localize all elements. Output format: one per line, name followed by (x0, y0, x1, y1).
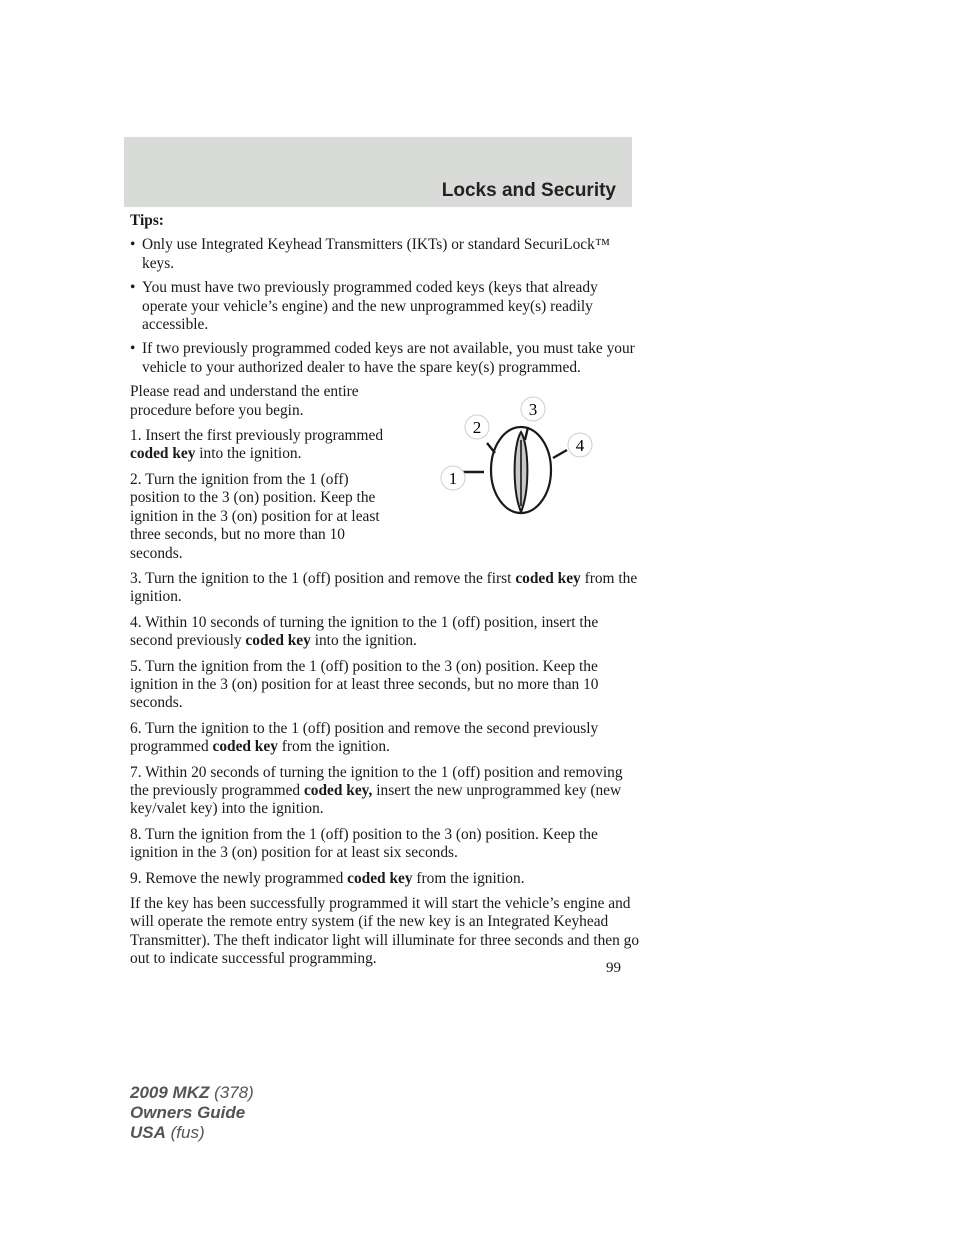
coded-key-term: coded key (245, 632, 311, 650)
step-text: 6. Turn the ignition to the 1 (off) position and remove the second previously programmed (130, 719, 599, 756)
position-label-2: 2 (472, 418, 482, 437)
market-code: (fus) (170, 1123, 205, 1142)
step-text: 4. Within 10 seconds of turning the ignition to the 1 (off) position, insert the second previously (130, 613, 599, 650)
bullet-icon: • (130, 279, 136, 297)
coded-key-term: coded key (515, 569, 581, 587)
tip-text: Only use Integrated Keyhead Transmitters (IKTs) or standard SecuriLock™ keys. (142, 236, 610, 272)
bullet-icon: • (130, 340, 136, 358)
position-label-4: 4 (575, 436, 585, 455)
position-tick-2 (487, 443, 495, 453)
footer-line-1 (130, 1083, 254, 1103)
page-content (130, 212, 640, 976)
position-label-3: 3 (528, 400, 538, 419)
coded-key-term: coded key (347, 869, 413, 887)
step-text: 2. Turn the ignition from the 1 (off) position to the 3 (on) position. Keep the ignition in the 3 (on) position for at least three seconds, but no more than 10 seconds. (130, 470, 380, 562)
model-year: 2009 MKZ (130, 1083, 210, 1102)
list-item (130, 279, 640, 334)
step-text: into the ignition. (310, 632, 417, 650)
footer-line-2 (130, 1103, 254, 1123)
step-text: 9. Remove the newly programmed (130, 869, 348, 887)
step-text: 7. Within 20 seconds of turning the ignition to the 1 (off) position and removing the previously programmed (130, 763, 623, 799)
tips-list (130, 236, 640, 377)
coded-key-term: coded key, (303, 781, 373, 799)
list-item (130, 340, 640, 377)
step-text: into the ignition. (195, 445, 302, 463)
tip-text: You must have two previously programmed coded keys (keys that already operate your vehicle’s engine) and the new unprogrammed key(s) readily accessible. (142, 279, 598, 334)
tips-heading: Tips: (130, 212, 164, 229)
coded-key-term: coded key (212, 738, 278, 756)
list-item (130, 236, 640, 273)
step-9 (130, 870, 640, 888)
document-footer (130, 1083, 254, 1143)
position-label-1: 1 (448, 469, 458, 488)
step-text: 3. Turn the ignition to the 1 (off) position and remove the first (130, 569, 516, 587)
step-7 (130, 764, 640, 819)
coded-key-term: coded key (130, 445, 196, 463)
bullet-icon: • (130, 236, 136, 254)
tip-text: If two previously programmed coded keys are not available, you must take your vehicle to your authorized dealer to have the spare key(s) programmed. (142, 340, 635, 376)
market: USA (130, 1123, 166, 1142)
step-text: from the ignition. (130, 569, 638, 606)
step-6 (130, 720, 640, 757)
closing-paragraph: If the key has been successfully programmed it will start the vehicle’s engine and will operate the remote entry system (if the new key is an Integrated Keyhead Transmitter). The theft indicator light will illuminate for three seconds and then go out to indicate successful programming. (130, 895, 640, 968)
footer-line-3 (130, 1123, 254, 1143)
ignition-position-diagram (425, 390, 600, 525)
position-tick-4 (553, 450, 567, 458)
guide-name: Owners Guide (130, 1103, 246, 1122)
intro-paragraph: Please read and understand the entire procedure before you begin. (130, 383, 359, 419)
section-header-band (124, 137, 632, 207)
step-text: 1. Insert the first previously programmed (130, 427, 384, 445)
page-number: 99 (606, 960, 621, 976)
step-5: 5. Turn the ignition from the 1 (off) position to the 3 (on) position. Keep the ignition in the 3 (on) position for at least three seconds, but no more than 10 seconds. (130, 657, 599, 712)
doc-code: (378) (214, 1083, 254, 1102)
step-text: insert the new unprogrammed key (new key/valet key) into the ignition. (130, 781, 622, 818)
step-8: 8. Turn the ignition from the 1 (off) position to the 3 (on) position. Keep the ignition in the 3 (on) position for at least six seconds. (130, 825, 598, 862)
step-4 (130, 614, 640, 651)
step-3 (130, 570, 640, 607)
step-text: from the ignition. (277, 738, 390, 756)
section-title: Locks and Security (441, 180, 616, 201)
step-1 (130, 427, 392, 464)
step-text: from the ignition. (412, 869, 525, 887)
